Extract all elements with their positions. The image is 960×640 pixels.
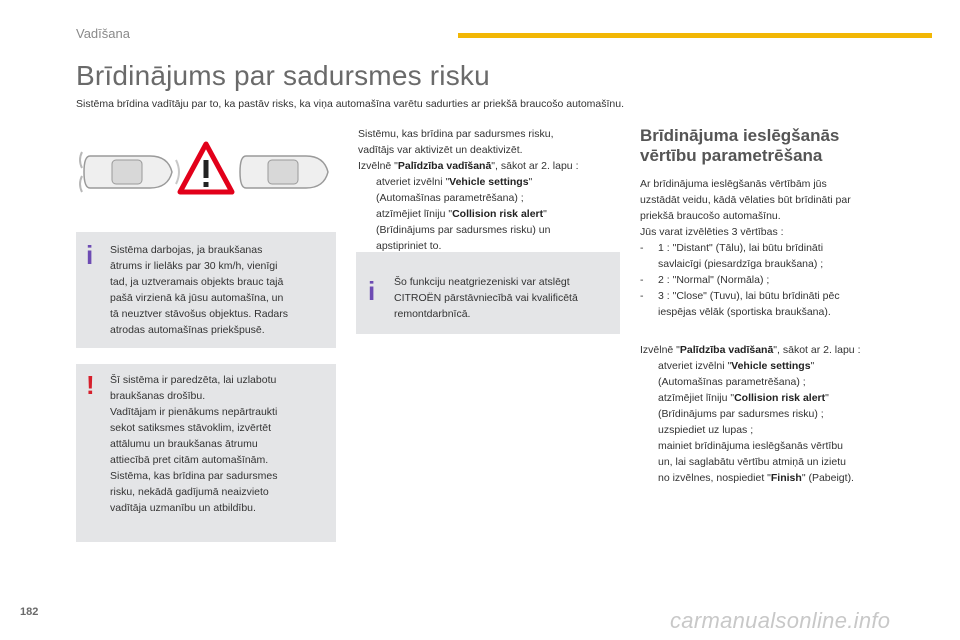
- text-line: (Automašīnas parametrēšana) ;: [658, 376, 806, 388]
- step-item: atzīmējiet līniju "Collision risk alert": [658, 392, 829, 404]
- step-item: atveriet izvēlni "Vehicle settings": [376, 176, 533, 188]
- warning-icon: !: [86, 370, 95, 400]
- text-line: (Brīdinājums par sadursmes risku) ;: [658, 408, 824, 420]
- text-line: vadītājs var aktivizēt un deaktivizēt.: [358, 144, 523, 156]
- front-car-icon: [240, 156, 328, 188]
- menu-line: Izvēlnē "Palīdzība vadīšanā", sākot ar 2. lapu :: [358, 160, 579, 172]
- value-item: - 2 : "Normal" (Normāla) ;: [640, 274, 770, 286]
- page-title: Brīdinājums par sadursmes risku: [76, 60, 490, 91]
- value-item: - 1 : "Distant" (Tālu), lai būtu brīdināti: [640, 242, 824, 254]
- text-line: (Brīdinājums par sadursmes risku) un: [376, 224, 551, 236]
- menu-line: Izvēlnē "Palīdzība vadīšanā", sākot ar 2. lapu :: [640, 344, 861, 356]
- warning-box-text: Šī sistēma ir paredzēta, lai uzlabotu braukšanas drošību. Vadītājam ir pienākums nepārtraukti sekot satiksmes stāvoklim, izvērtēt attālumu un braukšanas ātrumu attiecībā pret citām automašīnām. Sistēma, kas brīdina par sadursmes risku, nekādā gadījumā neaizvieto vadītāja uzmanību un atbildību.: [110, 374, 278, 514]
- rear-car-icon: [80, 152, 179, 192]
- step-item: atzīmējiet līniju "Collision risk alert": [376, 208, 547, 220]
- text-line: priekšā braucošo automašīnu.: [640, 210, 781, 222]
- text-line: un, lai saglabātu vērtību atmiņā un izietu: [658, 456, 846, 468]
- text-line: no izvēlnes, nospiediet "Finish" (Pabeigt).: [658, 472, 854, 484]
- text-line: Jūs varat izvēlēties 3 vērtības :: [640, 226, 784, 238]
- warning-box: [76, 364, 336, 542]
- activation-instructions: [358, 126, 624, 254]
- text-line: iespējas vēlāk (sportiska braukšana).: [658, 306, 831, 318]
- accent-bar: [458, 33, 932, 38]
- intro-text: Sistēma brīdina vadītāju par to, ka pastāv risks, ka viņa automašīna varētu sadurties ar priekšā braucošo automašīnu.: [76, 98, 625, 110]
- info-icon: i: [368, 276, 376, 306]
- text-line: savlaicīgi (piesardzīga braukšana) ;: [658, 258, 824, 270]
- warning-triangle-icon: [180, 144, 232, 192]
- threshold-instructions: [640, 176, 930, 486]
- text-line: Sistēmu, kas brīdina par sadursmes risku,: [358, 128, 554, 140]
- text-line: apstipriniet to.: [376, 240, 442, 252]
- info-box-text: Sistēma darbojas, ja braukšanas ātrums ir lielāks par 30 km/h, vienīgi tad, ja uztveramais objekts brauc tajā pašā virzienā kā jūsu automašīna, un tā neuztver stāvošus objektus. Radars atrodas automašīnas priekšpusē.: [110, 244, 289, 336]
- value-item: - 3 : "Close" (Tuvu), lai būtu brīdināti pēc: [640, 290, 840, 302]
- collision-illustration: [76, 138, 336, 206]
- step-item: uzspiediet uz lupas ;: [658, 424, 754, 436]
- step-item: mainiet brīdinājuma ieslēgšanās vērtību: [658, 440, 844, 452]
- page-number: 182: [20, 606, 39, 618]
- info-box-citroen: [356, 252, 620, 334]
- info-icon: i: [86, 240, 94, 270]
- info-box-speed: [76, 232, 336, 348]
- watermark: carmanualsonline.info: [670, 608, 891, 633]
- text-line: Ar brīdinājuma ieslēgšanās vērtībām jūs: [640, 178, 827, 190]
- section-heading: Brīdinājuma ieslēgšanās vērtību parametrēšana: [640, 126, 840, 165]
- section-label: Vadīšana: [76, 26, 130, 41]
- text-line: (Automašīnas parametrēšana) ;: [376, 192, 524, 204]
- text-line: uzstādāt veidu, kādā vēlaties būt brīdināti par: [640, 194, 851, 206]
- info-box-text: Šo funkciju neatgriezeniski var atslēgt CITROËN pārstāvniecībā vai kvalificētā remontdarbnīcā.: [394, 276, 578, 320]
- step-item: atveriet izvēlni "Vehicle settings": [658, 360, 815, 372]
